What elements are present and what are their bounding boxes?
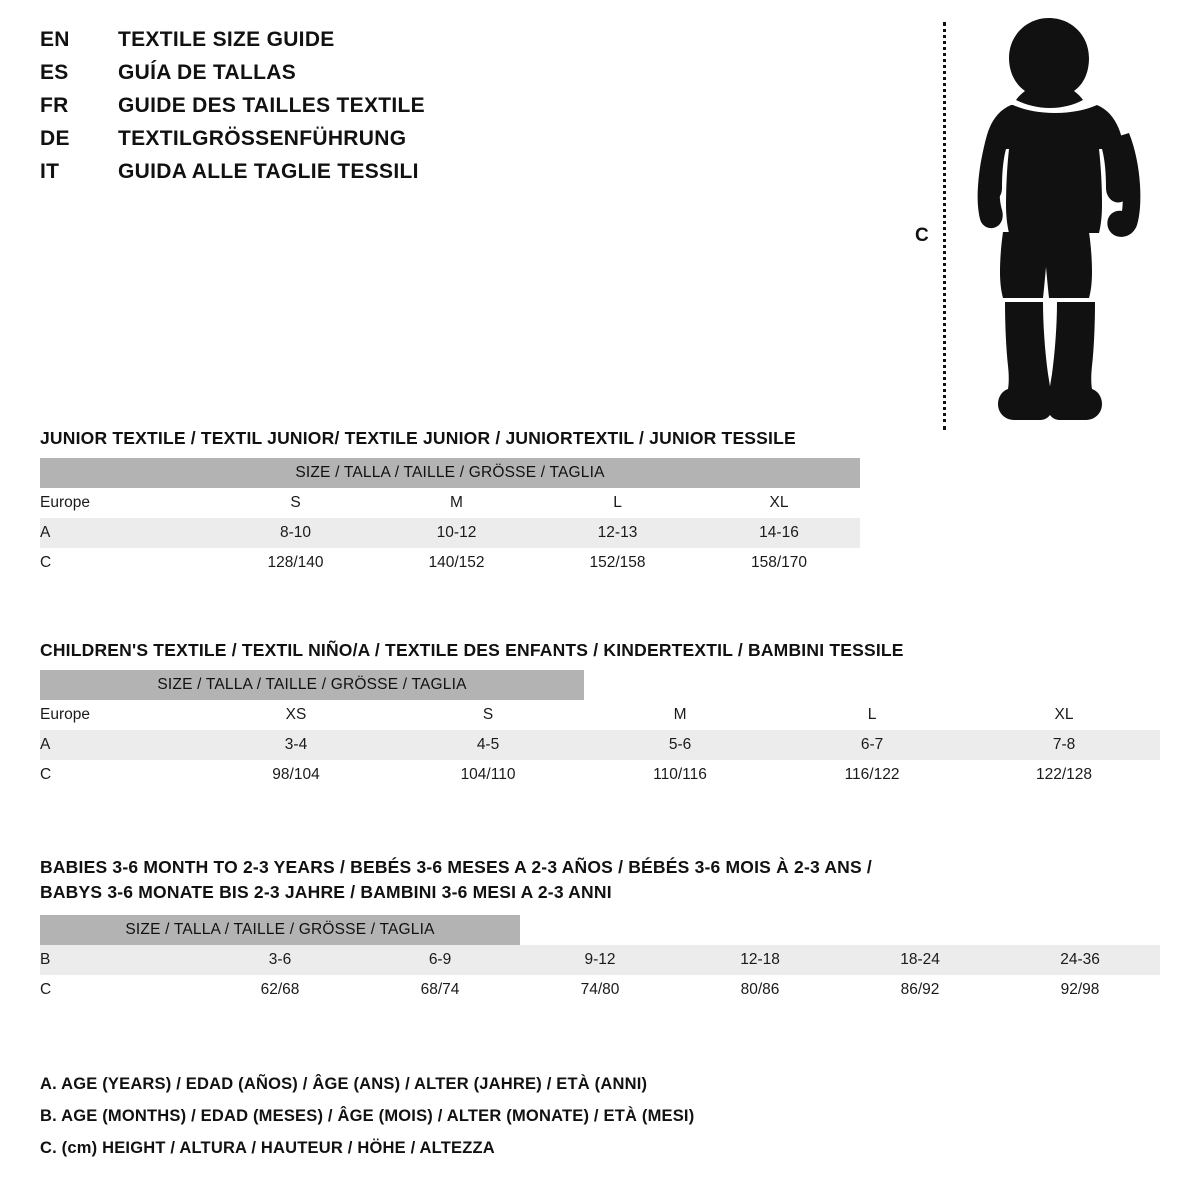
row-label-b: B (40, 945, 200, 975)
section-title-babies (40, 855, 1160, 906)
cell: L (776, 700, 968, 730)
children-size-table (40, 670, 1160, 790)
cell: 7-8 (968, 730, 1160, 760)
table-row (40, 730, 1160, 760)
table-header-bar-children (40, 670, 1160, 700)
cell: XL (698, 488, 860, 518)
header-text-fr: GUIDE DES TAILLES TEXTILE (118, 94, 425, 117)
table-row (40, 760, 1160, 790)
cell: 116/122 (776, 760, 968, 790)
section-title-junior: JUNIOR TEXTILE / TEXTIL JUNIOR/ TEXTILE JUNIOR / JUNIORTEXTIL / JUNIOR TESSILE (40, 428, 796, 448)
header-lang-es: ES (40, 61, 69, 84)
cell: 62/68 (200, 975, 360, 1005)
cell: 5-6 (584, 730, 776, 760)
cell: 8-10 (215, 518, 376, 548)
cell: 92/98 (1000, 975, 1160, 1005)
cell: M (376, 488, 537, 518)
row-label-europe: Europe (40, 700, 200, 730)
legend-line-c: C. (cm) HEIGHT / ALTURA / HAUTEUR / HÖHE / ALTEZZA (40, 1139, 495, 1158)
cell: XL (968, 700, 1160, 730)
children-header-spacer (584, 670, 1160, 700)
section-title-children: CHILDREN'S TEXTILE / TEXTIL NIÑO/A / TEXTILE DES ENFANTS / KINDERTEXTIL / BAMBINI TESSILE (40, 640, 904, 660)
header-text-es: GUÍA DE TALLAS (118, 61, 297, 84)
header-lang-de: DE (40, 127, 70, 150)
cell: 10-12 (376, 518, 537, 548)
table-row (40, 975, 1160, 1005)
header-row-it (40, 160, 660, 193)
junior-header-label: SIZE / TALLA / TAILLE / GRÖSSE / TAGLIA (40, 458, 860, 488)
row-label-c: C (40, 975, 200, 1005)
header-row-es (40, 61, 660, 94)
children-header-label: SIZE / TALLA / TAILLE / GRÖSSE / TAGLIA (40, 670, 584, 700)
header-row-en (40, 28, 660, 61)
cell: M (584, 700, 776, 730)
header-title-block (40, 28, 660, 193)
cell: 4-5 (392, 730, 584, 760)
cell: XS (200, 700, 392, 730)
cell: 86/92 (840, 975, 1000, 1005)
section-title-babies-line2: BABYS 3-6 MONATE BIS 2-3 JAHRE / BAMBINI 3-6 MESI A 2-3 ANNI (40, 882, 612, 903)
header-lang-fr: FR (40, 94, 69, 117)
cell: 6-7 (776, 730, 968, 760)
legend-block (40, 1068, 1140, 1165)
cell: 68/74 (360, 975, 520, 1005)
cell: 128/140 (215, 548, 376, 578)
header-lang-en: EN (40, 28, 70, 51)
header-text-de: TEXTILGRÖSSENFÜHRUNG (118, 127, 407, 150)
header-lang-it: IT (40, 160, 60, 183)
cell: 3-4 (200, 730, 392, 760)
table-row (40, 548, 860, 578)
row-label-a: A (40, 518, 215, 548)
babies-header-spacer (520, 915, 1160, 945)
section-junior-textile (40, 428, 1160, 578)
cell: S (215, 488, 376, 518)
header-row-fr (40, 94, 660, 127)
cell: 24-36 (1000, 945, 1160, 975)
cell: 3-6 (200, 945, 360, 975)
header-text-it: GUIDA ALLE TAGLIE TESSILI (118, 160, 419, 183)
section-title-babies-line1: BABIES 3-6 MONTH TO 2-3 YEARS / BEBÉS 3-6 MESES A 2-3 AÑOS / BÉBÉS 3-6 MOIS À 2-3 ANS / (40, 857, 872, 877)
row-label-c: C (40, 548, 215, 578)
cell: 80/86 (680, 975, 840, 1005)
section-babies-textile (40, 855, 1160, 1005)
cell: 98/104 (200, 760, 392, 790)
cell: 18-24 (840, 945, 1000, 975)
cell: 158/170 (698, 548, 860, 578)
babies-size-table (40, 915, 1160, 1005)
cell: 14-16 (698, 518, 860, 548)
section-children-textile (40, 640, 1160, 790)
measurement-figure (905, 10, 1155, 430)
table-row (40, 700, 1160, 730)
legend-line-a: A. AGE (YEARS) / EDAD (AÑOS) / ÂGE (ANS) / ALTER (JAHRE) / ETÀ (ANNI) (40, 1075, 648, 1093)
table-row (40, 488, 860, 518)
cell: S (392, 700, 584, 730)
header-text-en: TEXTILE SIZE GUIDE (118, 28, 335, 51)
cell: 122/128 (968, 760, 1160, 790)
table-header-bar-babies (40, 915, 1160, 945)
cell: 6-9 (360, 945, 520, 975)
cell: 9-12 (520, 945, 680, 975)
cell: 152/158 (537, 548, 698, 578)
legend-line-b: B. AGE (MONTHS) / EDAD (MESES) / ÂGE (MOIS) / ALTER (MONATE) / ETÀ (MESI) (40, 1107, 695, 1126)
cell: 74/80 (520, 975, 680, 1005)
cell: 12-13 (537, 518, 698, 548)
cell: L (537, 488, 698, 518)
babies-header-label: SIZE / TALLA / TAILLE / GRÖSSE / TAGLIA (40, 915, 520, 945)
cell: 12-18 (680, 945, 840, 975)
cell: 140/152 (376, 548, 537, 578)
table-row (40, 945, 1160, 975)
row-label-europe: Europe (40, 488, 215, 518)
height-measure-label: C (915, 225, 929, 246)
row-label-c: C (40, 760, 200, 790)
cell: 110/116 (584, 760, 776, 790)
table-row (40, 518, 860, 548)
child-silhouette-icon (945, 10, 1155, 430)
cell: 104/110 (392, 760, 584, 790)
header-row-de (40, 127, 660, 160)
row-label-a: A (40, 730, 200, 760)
junior-size-table (40, 458, 860, 578)
table-header-bar-junior (40, 458, 860, 488)
